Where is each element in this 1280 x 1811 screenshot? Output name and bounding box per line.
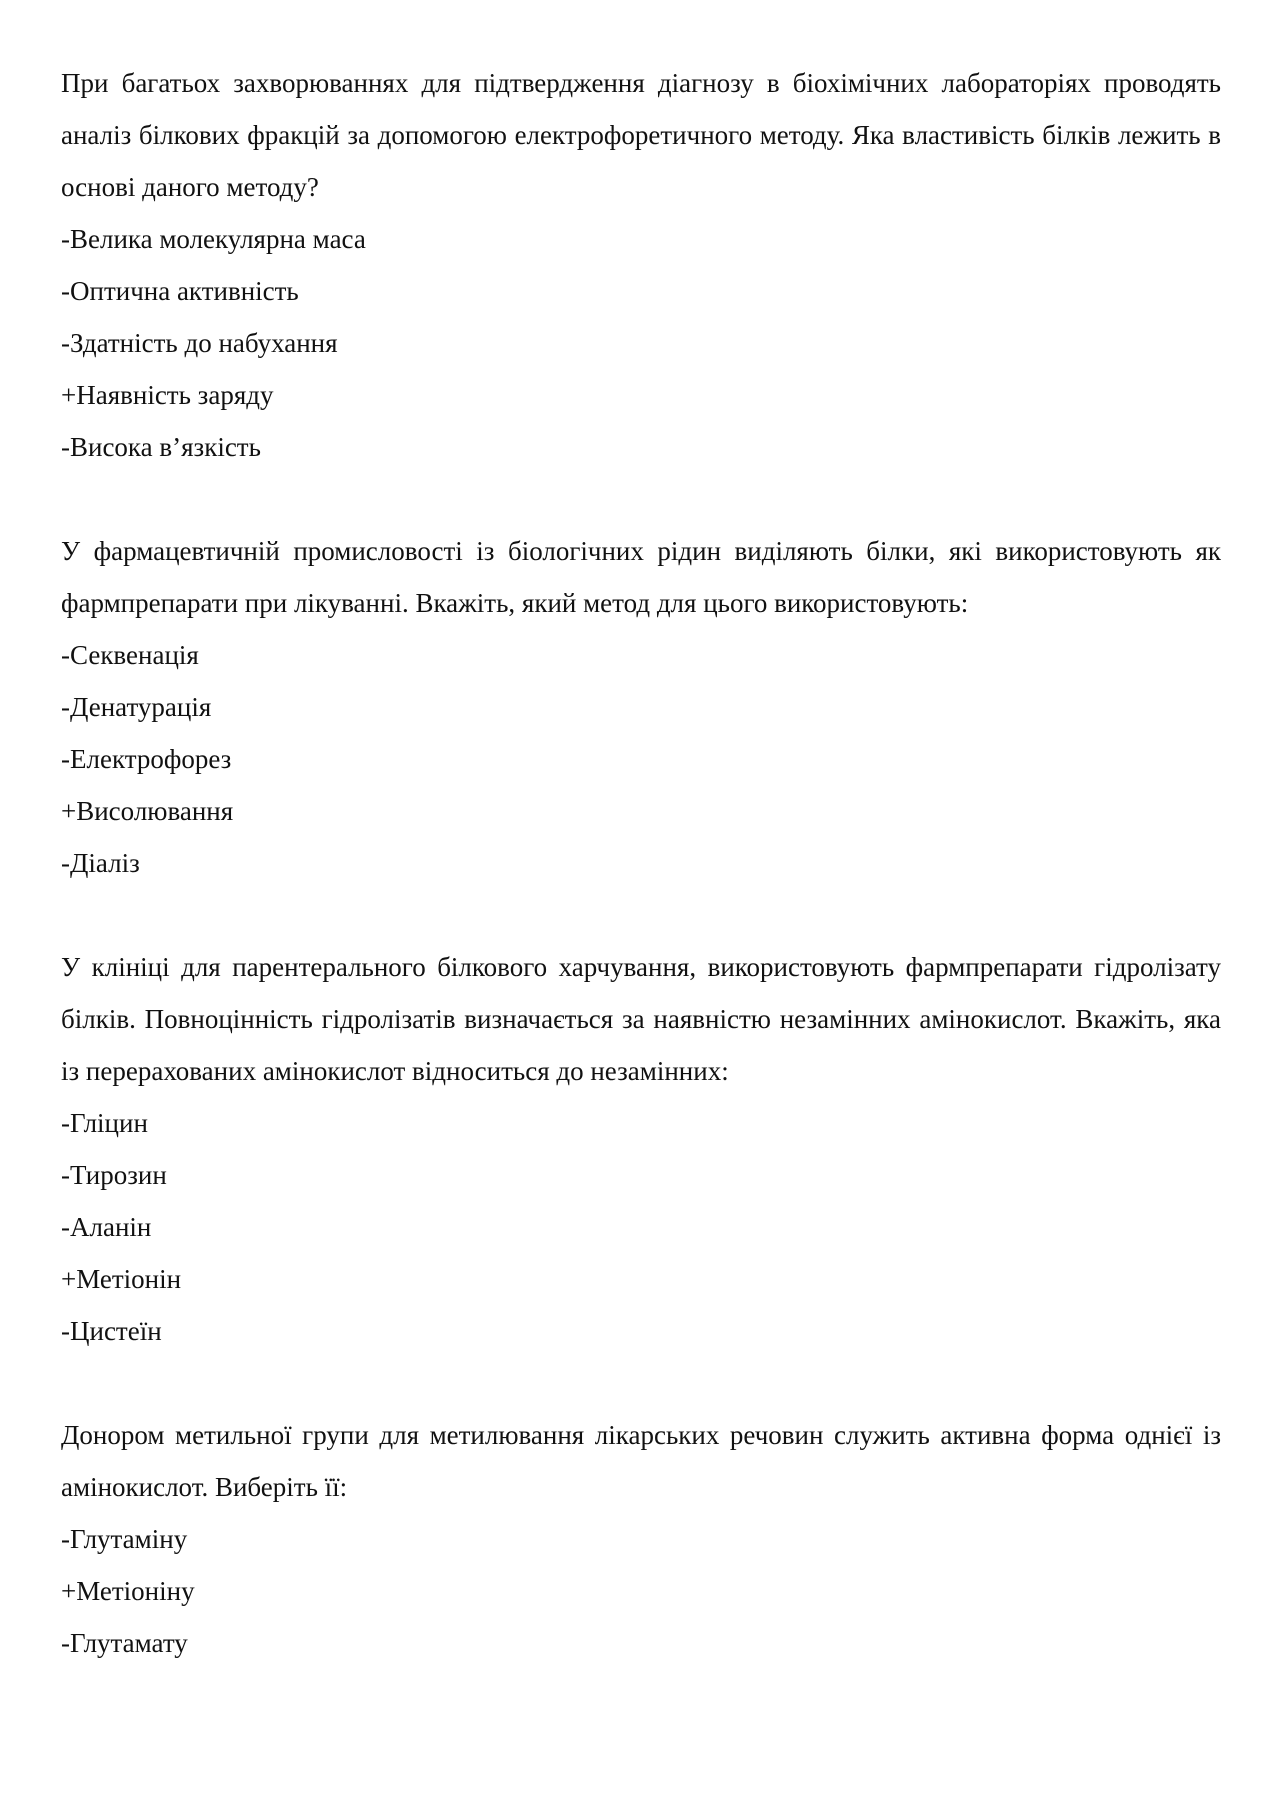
question-stem: Донором метильної групи для метилювання лікарських речовин служить активна форма однієї із амінокислот. Виберіть її:: [61, 1420, 1221, 1502]
answer-option: -Денатурація: [61, 692, 212, 722]
question-3: [61, 941, 1221, 1357]
document-body: [61, 57, 1221, 1721]
answer-option: -Цистеїн: [61, 1316, 162, 1346]
answer-option-correct: +Наявність заряду: [61, 380, 274, 410]
answer-option: -Велика молекулярна маса: [61, 224, 366, 254]
answer-option: -Аланін: [61, 1212, 152, 1242]
question-stem: При багатьох захворюваннях для підтвердження діагнозу в біохімічних лабораторіях проводять аналіз білкових фракцій за допомогою електрофоретичного методу. Яка властивість білків лежить в основі даного методу?: [61, 68, 1221, 202]
answer-option: -Здатність до набухання: [61, 328, 338, 358]
answer-option: -Глутаміну: [61, 1524, 188, 1554]
answer-option: -Електрофорез: [61, 744, 232, 774]
question-4: [61, 1409, 1221, 1669]
answer-option: -Гліцин: [61, 1108, 148, 1138]
answer-option: -Глутамату: [61, 1628, 188, 1658]
question-1: [61, 57, 1221, 473]
answer-option: -Діаліз: [61, 848, 140, 878]
question-2: [61, 525, 1221, 889]
question-stem: У клініці для парентерального білкового харчування, використовують фармпрепарати гідролізату білків. Повноцінність гідролізатів визначається за наявністю незамінних амінокислот. Вкажіть, яка із перерахованих амінокислот відноситься до незамінних:: [61, 952, 1221, 1086]
answer-option-correct: +Метіонін: [61, 1264, 182, 1294]
question-stem: У фармацевтичній промисловості із біологічних рідин виділяють білки, які використовують як фармпрепарати при лікуванні. Вкажіть, який метод для цього використовують:: [61, 536, 1221, 618]
answer-option: -Висока в’язкість: [61, 432, 261, 462]
answer-option-correct: +Метіоніну: [61, 1576, 195, 1606]
answer-option: -Тирозин: [61, 1160, 167, 1190]
answer-option: -Секвенація: [61, 640, 199, 670]
answer-option-correct: +Висолювання: [61, 796, 234, 826]
answer-option: -Оптична активність: [61, 276, 299, 306]
